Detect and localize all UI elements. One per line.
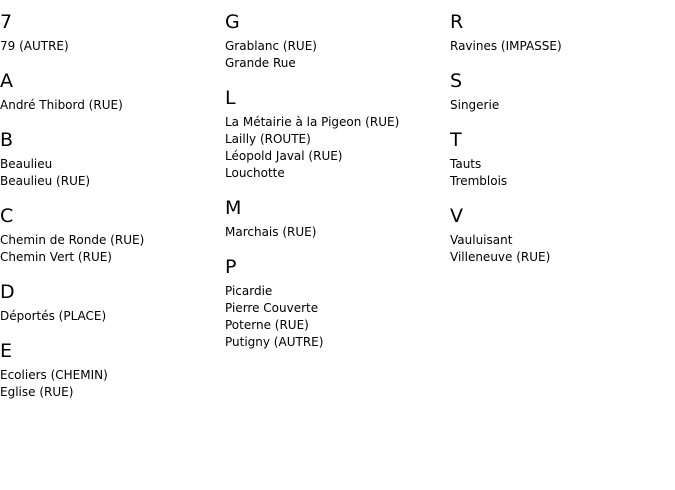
street-list-item (225, 283, 450, 300)
street-list (0, 232, 225, 266)
street-list-item (450, 173, 675, 190)
street-link[interactable]: Eglise (RUE) (0, 385, 74, 399)
street-list (225, 114, 450, 182)
street-list-item (0, 384, 225, 401)
letter-heading: M (225, 197, 242, 219)
street-list (0, 38, 225, 55)
street-link[interactable]: Grablanc (RUE) (225, 39, 317, 53)
letter-heading: T (450, 129, 462, 151)
street-list (225, 38, 450, 72)
street-list (450, 38, 675, 55)
letter-heading: L (225, 87, 236, 109)
street-link[interactable]: Marchais (RUE) (225, 225, 317, 239)
letter-heading: V (450, 205, 463, 227)
letter-heading: C (0, 205, 14, 227)
street-list-item (450, 156, 675, 173)
street-list-item (225, 38, 450, 55)
street-list-item (225, 114, 450, 131)
street-link[interactable]: Singerie (450, 98, 500, 112)
street-list (0, 367, 225, 401)
street-list-item (450, 232, 675, 249)
letter-heading: B (0, 129, 14, 151)
letter-group (0, 200, 225, 266)
street-list (0, 97, 225, 114)
letter-group (0, 65, 225, 114)
street-list (450, 156, 675, 190)
street-list-item (225, 317, 450, 334)
letter-heading: R (450, 11, 464, 33)
street-link[interactable]: Tremblois (450, 174, 508, 188)
street-list-item (225, 165, 450, 182)
street-link[interactable]: Déportés (PLACE) (0, 309, 107, 323)
street-list-item (0, 97, 225, 114)
street-link[interactable]: Chemin Vert (RUE) (0, 250, 112, 264)
street-link[interactable]: Chemin de Ronde (RUE) (0, 233, 145, 247)
street-list-item (225, 224, 450, 241)
letter-group (225, 192, 450, 241)
letter-heading: 7 (0, 11, 13, 33)
street-link[interactable]: Poterne (RUE) (225, 318, 309, 332)
street-link[interactable]: Grande Rue (225, 56, 296, 70)
street-list (450, 97, 675, 114)
letter-group (225, 82, 450, 182)
letter-group (450, 200, 675, 266)
street-list-item (0, 173, 225, 190)
letter-group (450, 65, 675, 114)
street-list-item (0, 367, 225, 384)
street-link[interactable]: Louchotte (225, 166, 285, 180)
street-link[interactable]: Vauluisant (450, 233, 513, 247)
letter-group (0, 124, 225, 190)
letter-group (0, 335, 225, 401)
letter-group (450, 124, 675, 190)
street-link[interactable]: 79 (AUTRE) (0, 39, 69, 53)
letter-heading: D (0, 281, 15, 303)
street-list-item (450, 249, 675, 266)
letter-group (0, 6, 225, 55)
street-link[interactable]: Léopold Javal (RUE) (225, 149, 343, 163)
street-list-item (225, 334, 450, 351)
street-list-item (225, 131, 450, 148)
street-list (225, 224, 450, 241)
street-column (0, 0, 225, 490)
street-list-item (450, 38, 675, 55)
letter-group (0, 276, 225, 325)
street-link[interactable]: Ecoliers (CHEMIN) (0, 368, 108, 382)
street-list (225, 283, 450, 351)
letter-heading: A (0, 70, 13, 92)
letter-heading: P (225, 256, 237, 278)
street-list-item (0, 38, 225, 55)
street-link[interactable]: Pierre Couverte (225, 301, 319, 315)
letter-group (225, 6, 450, 72)
street-link[interactable]: Picardie (225, 284, 273, 298)
street-list-item (225, 300, 450, 317)
letter-heading: G (225, 11, 240, 33)
street-list-item (0, 308, 225, 325)
street-link[interactable]: Beaulieu (RUE) (0, 174, 91, 188)
street-link[interactable]: Putigny (AUTRE) (225, 335, 324, 349)
street-list-item (0, 232, 225, 249)
street-link[interactable]: Lailly (ROUTE) (225, 132, 311, 146)
street-list-item (0, 249, 225, 266)
street-column (225, 0, 450, 490)
letter-heading: E (0, 340, 13, 362)
letter-group (225, 251, 450, 351)
street-list-item (0, 156, 225, 173)
street-link[interactable]: Ravines (IMPASSE) (450, 39, 562, 53)
street-list (450, 232, 675, 266)
street-link[interactable]: André Thibord (RUE) (0, 98, 123, 112)
street-list (0, 308, 225, 325)
street-list-item (450, 97, 675, 114)
letter-group (450, 6, 675, 55)
street-link[interactable]: Villeneuve (RUE) (450, 250, 551, 264)
street-link[interactable]: Beaulieu (0, 157, 53, 171)
letter-heading: S (450, 70, 463, 92)
street-link[interactable]: La Métairie à la Pigeon (RUE) (225, 115, 400, 129)
street-list (0, 156, 225, 190)
street-link[interactable]: Tauts (450, 157, 482, 171)
street-list-item (225, 55, 450, 72)
street-column (450, 0, 675, 490)
street-list-item (225, 148, 450, 165)
